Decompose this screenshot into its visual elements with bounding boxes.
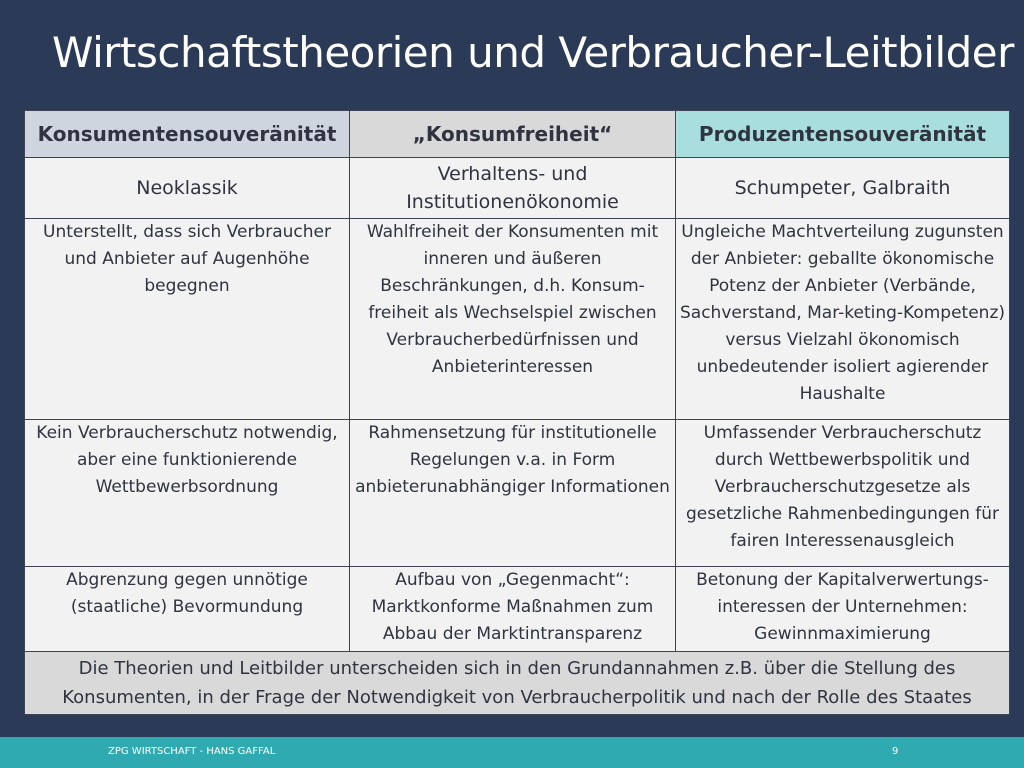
summary-row xyxy=(25,652,1010,715)
table-cell: Betonung der Kapitalverwertungs-interessen der Unternehmen: Gewinnmaximierung xyxy=(676,567,1010,652)
theory-row xyxy=(25,158,1010,219)
theory-cell: Verhaltens- und Institutionenökonomie xyxy=(350,158,676,219)
table-header-row xyxy=(25,111,1010,158)
table-cell: Ungleiche Machtverteilung zugunsten der Anbieter: geballte ökonomische Potenz der Anbieter (Verbände, Sachverstand, Mar-keting-Kompetenz) versus Vielzahl ökonomisch unbedeutender isoliert agierender Haushalte xyxy=(676,219,1010,420)
table-cell: Abgrenzung gegen unnötige (staatliche) Bevormundung xyxy=(25,567,350,652)
table-row xyxy=(25,420,1010,567)
table-cell: Umfassender Verbraucherschutz durch Wettbewerbspolitik und Verbraucherschutzgesetze als gesetzliche Rahmenbedingungen für fairen Interessenausgleich xyxy=(676,420,1010,567)
header-konsumfreiheit: „Konsumfreiheit“ xyxy=(350,111,676,158)
table-cell: Kein Verbraucherschutz notwendig, aber eine funktionierende Wettbewerbsordnung xyxy=(25,420,350,567)
comparison-table xyxy=(24,110,1010,715)
table-cell: Wahlfreiheit der Konsumenten mit inneren und äußeren Beschränkungen, d.h. Konsum-freiheit als Wechselspiel zwischen Verbraucherbedürfnissen und Anbieterinteressen xyxy=(350,219,676,420)
header-konsumentensouveraenitaet: Konsumentensouveränität xyxy=(25,111,350,158)
table-row xyxy=(25,219,1010,420)
table-row xyxy=(25,567,1010,652)
footer-bar xyxy=(0,737,1024,768)
table-cell: Aufbau von „Gegenmacht“: Marktkonforme Maßnahmen zum Abbau der Marktintransparenz xyxy=(350,567,676,652)
slide-title: Wirtschaftstheorien und Verbraucher-Leitbilder xyxy=(52,28,1014,77)
header-produzentensouveraenitaet: Produzentensouveränität xyxy=(676,111,1010,158)
table-cell: Rahmensetzung für institutionelle Regelungen v.a. in Form anbieterunabhängiger Informationen xyxy=(350,420,676,567)
theory-cell: Schumpeter, Galbraith xyxy=(676,158,1010,219)
page-number: 9 xyxy=(892,746,899,757)
theory-cell: Neoklassik xyxy=(25,158,350,219)
table-cell: Unterstellt, dass sich Verbraucher und Anbieter auf Augenhöhe begegnen xyxy=(25,219,350,420)
footer-text: ZPG WIRTSCHAFT - HANS GAFFAL xyxy=(108,746,276,757)
summary-cell: Die Theorien und Leitbilder unterscheiden sich in den Grundannahmen z.B. über die Stellung des Konsumenten, in der Frage der Notwendigkeit von Verbraucherpolitik und nach der Rolle des Staates xyxy=(25,652,1010,715)
